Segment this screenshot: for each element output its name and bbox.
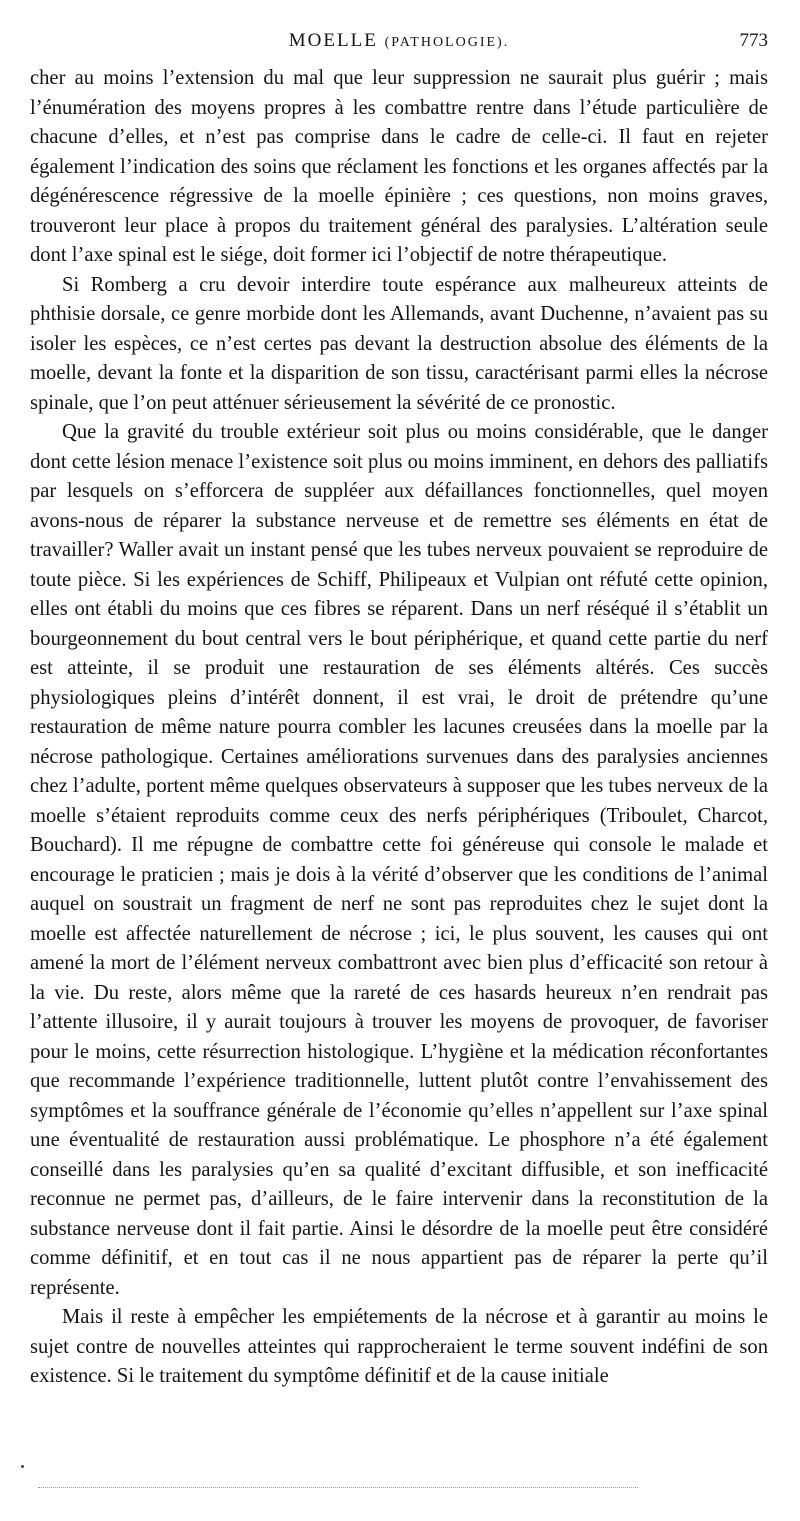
- running-title-main: MOELLE: [288, 30, 378, 51]
- running-head: [30, 30, 768, 60]
- paragraph-continued: cher au moins l’extension du mal que leur suppression ne saurait plus guérir ; mais l’énumération des moyens propres à les combattre rentre dans l’étude particulière de chacune d’elles, et n’est pas comprise dans le cadre de celle-ci. Il faut en rejeter également l’indication des soins que réclament les fonctions et les organes affectés par la dégénérescence régressive de la moelle épinière ; ces questions, non moins graves, trouveront leur place à propos du traitement général des paralysies. L’altération seule dont l’axe spinal est le siége, doit former ici l’objectif de notre thérapeutique.: [30, 67, 768, 266]
- footer-rule: [38, 1487, 638, 1488]
- running-title: [30, 30, 768, 52]
- running-title-sub: (PATHOLOGIE).: [384, 35, 510, 50]
- body-text: [30, 64, 768, 1392]
- paragraph: Mais il reste à empêcher les empiétements de la nécrose et à garantir au moins le sujet contre de nouvelles atteintes qui rapprocheraient le terme souvent indéfini de son existence. Si le traitement du symptôme définitif et de la cause initiale: [30, 1306, 768, 1387]
- ink-speck: [21, 1465, 24, 1468]
- paragraph: Si Romberg a cru devoir interdire toute espérance aux malheureux atteints de phthisie dorsale, ce genre morbide dont les Allemands, avant Duchenne, n’avaient pas su isoler les espèces, ce n’est certes pas devant la destruction absolue des éléments de la moelle, devant la fonte et la disparition de son tissu, caractérisant parmi elles la nécrose spinale, que l’on peut atténuer sérieusement la sévérité de ce pronostic.: [30, 273, 768, 414]
- page-number: 773: [739, 30, 768, 51]
- paragraph: Que la gravité du trouble extérieur soit plus ou moins considérable, que le danger dont cette lésion menace l’existence soit plus ou moins imminent, en dehors des palliatifs par lesquels on s’efforcera de suppléer aux défaillances fonctionnelles, quel moyen avons-nous de réparer la substance nerveuse et de remettre ses éléments en état de travailler? Waller avait un instant pensé que les tubes nerveux pouvaient se reproduire de toute pièce. Si les expériences de Schiff, Philipeaux et Vulpian ont réfuté cette opinion, elles ont établi du moins que ces fibres se réparent. Dans un nerf réséqué il s’établit un bourgeonnement du bout central vers le bout périphérique, et quand cette partie du nerf est atteinte, il se produit une restauration de ses éléments altérés. Ces succès physiologiques pleins d’intérêt donnent, il est vrai, le droit de prétendre qu’une restauration de même nature pourra combler les lacunes creusées dans la moelle par la nécrose pathologique. Certaines améliorations survenues dans des paralysies anciennes chez l’adulte, portent même quelques observateurs à supposer que les tubes nerveux de la moelle s’étaient reproduits comme ceux des nerfs périphériques (Triboulet, Charcot, Bouchard). Il me répugne de combattre cette foi généreuse qui console le malade et encourage le praticien ; mais je dois à la vérité d’observer que les conditions de l’animal auquel on soustrait un fragment de nerf ne sont pas reproduites chez le sujet dont la moelle est affectée naturellement de nécrose ; ici, le plus souvent, les causes qui ont amené la mort de l’élément nerveux combattront avec bien plus d’efficacité son retour à la vie. Du reste, alors même que la rareté de ces hasards heureux n’en rendrait pas l’attente illusoire, il y aurait toujours à trouver les moyens de provoquer, de favoriser pour le moins, cette résurrection histologique. L’hygiène et la médication réconfortantes que recommande l’expérience traditionnelle, luttent plutôt contre l’envahissement des symptômes et la souffrance générale de l’économie qu’elles n’appellent sur l’axe spinal une éventualité de restauration aussi problématique. Le phosphore n’a été également conseillé dans les paralysies qu’en sa qualité d’excitant diffusible, et son inefficacité reconnue ne permet pas, d’ailleurs, de le faire intervenir dans la reconstitution de la substance nerveuse dont il fait partie. Ainsi le désordre de la moelle peut être considéré comme définitif, et en tout cas il ne nous appartient pas de réparer la perte qu’il représente.: [30, 421, 768, 1299]
